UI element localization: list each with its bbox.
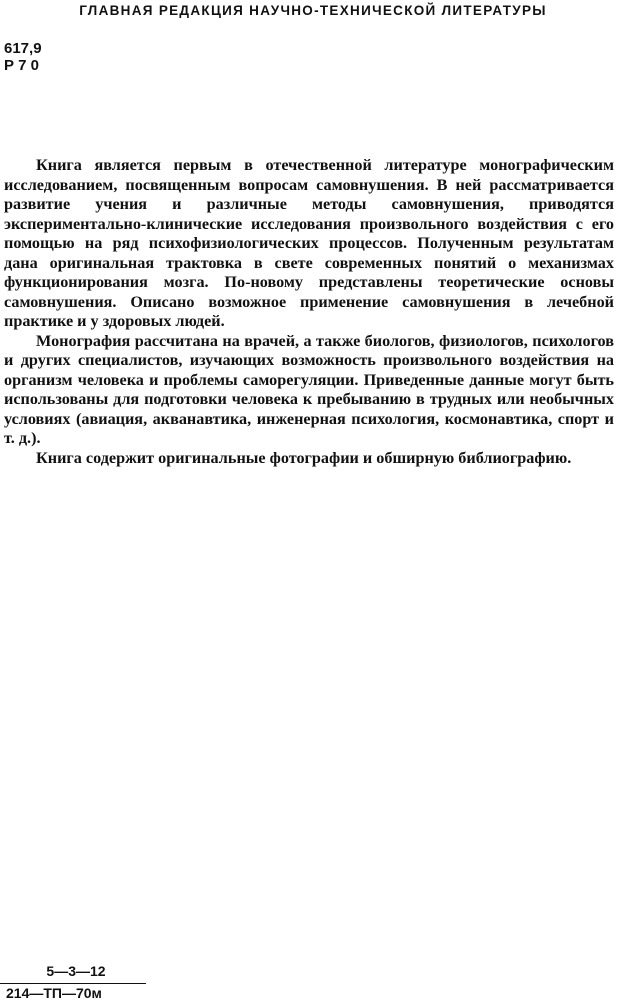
- book-abstract: [4, 156, 614, 468]
- abstract-paragraph: Книга является первым в отечественной литературе монографическим исследованием, посвященным вопросам самовнушения. В ней рассматривается развитие учения и различные методы самовнушения, приводятся экспериментально-клинические исследования произвольного воздействия с его помощью на ряд психофизиологических процессов. Полученным результатам дана оригинальная трактовка в свете современных понятий о механизмах функционирования мозга. По-новому представлены теоретические основы самовнушения. Описано возможное применение самовнушения в лечебной практике и у здоровых людей.: [4, 156, 614, 330]
- code-numerator: 5—3—12: [46, 963, 106, 979]
- udc-index: 617,9: [4, 40, 42, 57]
- publisher-header: ГЛАВНАЯ РЕДАКЦИЯ НАУЧНО-ТЕХНИЧЕСКОЙ ЛИТЕРАТУРЫ: [79, 3, 547, 18]
- bbk-index: Р 7 0: [4, 57, 40, 74]
- abstract-paragraph: Монография рассчитана на врачей, а также биологов, физиологов, психологов и других специалистов, изучающих возможность произвольного воздействия на организм человека и проблемы саморегуляции. Приведенные данные могут быть использованы для подготовки человека к пребыванию в трудных или необычных условиях (авиация, акванавтика, инженерная психология, космонавтика, спорт и т. д.).: [4, 331, 614, 447]
- code-denominator: 214—ТП—70м: [6, 985, 102, 1001]
- abstract-paragraph: Книга содержит оригинальные фотографии и обширную библиографию.: [36, 448, 572, 467]
- fraction-line: [0, 983, 146, 984]
- classification-block: [4, 40, 42, 74]
